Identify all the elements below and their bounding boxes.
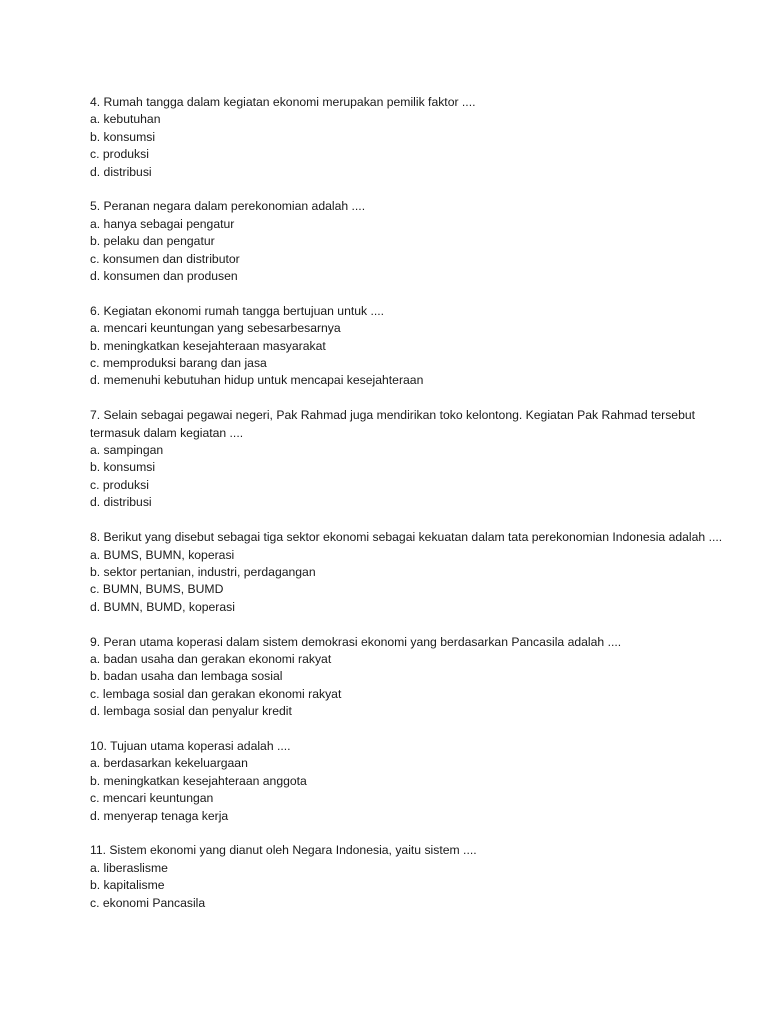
option-c: c. konsumen dan distributor — [90, 251, 240, 266]
question-text: 10. Tujuan utama koperasi adalah .... — [90, 738, 291, 753]
option-d: d. memenuhi kebutuhan hidup untuk mencapai kesejahteraan — [90, 373, 424, 388]
option-b: b. konsumsi — [90, 129, 156, 144]
question-7 — [90, 407, 730, 511]
option-d: d. konsumen dan produsen — [90, 269, 238, 284]
question-4 — [90, 94, 730, 181]
option-a: a. mencari keuntungan yang sebesarbesarnya — [90, 321, 341, 336]
option-c: c. mencari keuntungan — [90, 791, 214, 806]
document-page — [90, 94, 730, 929]
option-b: b. pelaku dan pengatur — [90, 234, 215, 249]
option-d: d. menyerap tenaga kerja — [90, 808, 229, 823]
option-b: b. konsumsi — [90, 460, 156, 475]
question-11 — [90, 842, 730, 912]
option-d: d. BUMN, BUMD, koperasi — [90, 599, 235, 614]
option-b: b. sektor pertanian, industri, perdagangan — [90, 564, 316, 579]
question-text: 6. Kegiatan ekonomi rumah tangga bertujuan untuk .... — [90, 303, 385, 318]
option-d: d. distribusi — [90, 495, 152, 510]
option-a: a. hanya sebagai pengatur — [90, 216, 235, 231]
option-a: a. sampingan — [90, 443, 164, 458]
question-text: 4. Rumah tangga dalam kegiatan ekonomi merupakan pemilik faktor .... — [90, 95, 476, 109]
question-text: 5. Peranan negara dalam perekonomian adalah .... — [90, 199, 366, 214]
question-text: 7. Selain sebagai pegawai negeri, Pak Rahmad juga mendirikan toko kelontong. Kegiatan Pak Rahmad tersebut termasuk dalam kegiatan .... — [90, 408, 696, 440]
option-a: a. kebutuhan — [90, 112, 161, 127]
question-6 — [90, 303, 730, 390]
question-10 — [90, 738, 730, 825]
option-a: a. BUMS, BUMN, koperasi — [90, 547, 235, 562]
question-text: 11. Sistem ekonomi yang dianut oleh Negara Indonesia, yaitu sistem .... — [90, 843, 477, 858]
option-c: c. produksi — [90, 477, 149, 492]
option-b: b. meningkatkan kesejahteraan anggota — [90, 773, 307, 788]
option-b: b. kapitalisme — [90, 878, 165, 893]
question-9 — [90, 634, 730, 721]
option-a: a. liberaslisme — [90, 860, 168, 875]
option-d: d. distribusi — [90, 164, 152, 179]
question-text: 9. Peran utama koperasi dalam sistem demokrasi ekonomi yang berdasarkan Pancasila adalah .... — [90, 634, 622, 649]
option-a: a. badan usaha dan gerakan ekonomi rakyat — [90, 651, 332, 666]
question-5 — [90, 198, 730, 285]
option-a: a. berdasarkan kekeluargaan — [90, 756, 248, 771]
option-c: c. BUMN, BUMS, BUMD — [90, 582, 224, 597]
option-c: c. lembaga sosial dan gerakan ekonomi rakyat — [90, 686, 342, 701]
option-b: b. meningkatkan kesejahteraan masyarakat — [90, 338, 326, 353]
question-text: 8. Berikut yang disebut sebagai tiga sektor ekonomi sebagai kekuatan dalam tata perekonomian Indonesia adalah .... — [90, 530, 723, 545]
option-c: c. memproduksi barang dan jasa — [90, 356, 267, 371]
option-b: b. badan usaha dan lembaga sosial — [90, 669, 283, 684]
option-d: d. lembaga sosial dan penyalur kredit — [90, 704, 292, 719]
option-c: c. produksi — [90, 147, 149, 162]
question-8 — [90, 529, 730, 616]
option-c: c. ekonomi Pancasila — [90, 895, 206, 910]
